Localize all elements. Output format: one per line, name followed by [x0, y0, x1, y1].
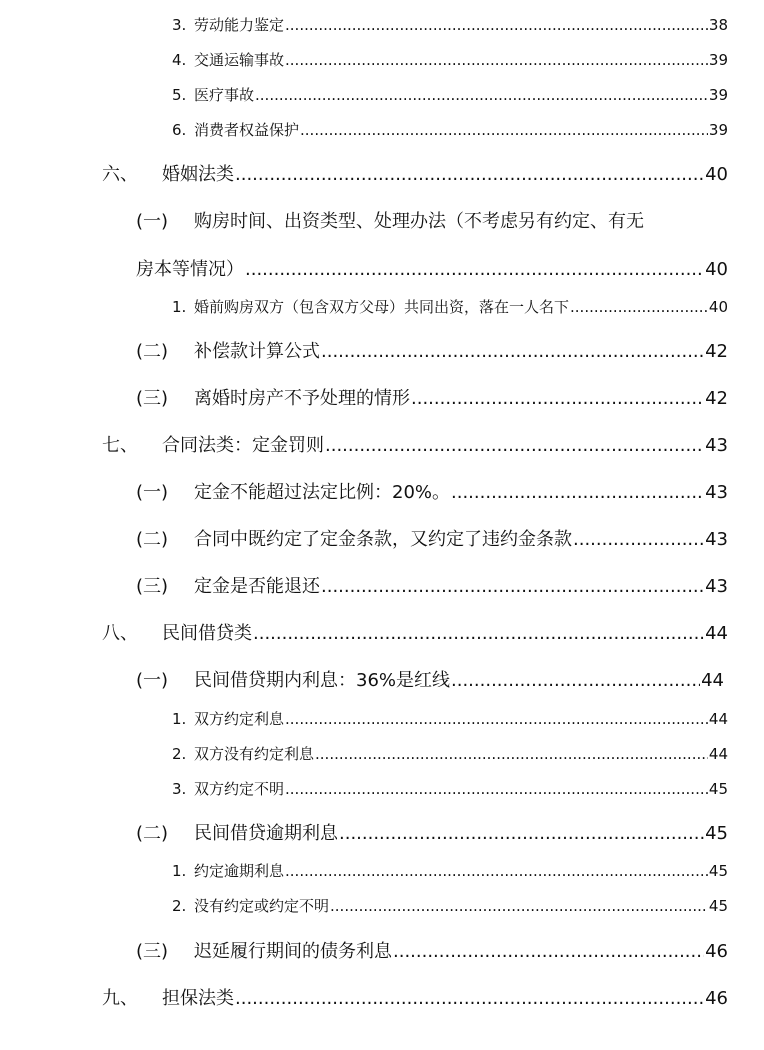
toc-entry[interactable]	[172, 296, 728, 317]
toc-title: 购房时间、出资类型、处理办法（不考虑另有约定、有无	[194, 211, 644, 232]
toc-entry[interactable]	[102, 984, 728, 1010]
toc-entry[interactable]	[172, 14, 728, 35]
toc-title: 定金不能超过法定比例：20%。	[194, 482, 451, 503]
toc-number: (一)	[136, 482, 169, 503]
toc-title: 民间借贷逾期利息	[194, 823, 338, 844]
toc-page-number: 39	[708, 121, 728, 139]
toc-title: 迟延履行期间的债务利息	[194, 941, 392, 962]
dot-leader	[451, 482, 704, 503]
toc-title: 双方约定不明	[194, 780, 285, 798]
toc-number: 2.	[172, 897, 187, 915]
dot-leader	[570, 298, 708, 316]
toc-entry[interactable]	[136, 384, 728, 410]
toc-title: 定金是否能退还	[194, 576, 320, 597]
toc-title: 房本等情况）	[136, 259, 244, 280]
toc-entry[interactable]	[172, 119, 728, 140]
dot-leader	[285, 16, 708, 34]
toc-page-number: 39	[708, 51, 728, 69]
toc-entry[interactable]	[136, 572, 728, 598]
toc-entry[interactable]	[172, 743, 728, 764]
dot-leader	[300, 121, 708, 139]
dot-leader	[315, 745, 708, 763]
toc-title: 交通运输事故	[194, 51, 285, 69]
toc-entry[interactable]	[102, 431, 728, 457]
toc-number: (三)	[136, 576, 169, 597]
toc-number: 3.	[172, 780, 187, 798]
toc-entry[interactable]	[172, 895, 728, 916]
toc-page-number: 39	[708, 86, 728, 104]
toc-page-number: 45	[708, 780, 728, 798]
toc-number: (二)	[136, 529, 169, 550]
toc-page-number: 44	[708, 710, 728, 728]
toc-entry[interactable]	[136, 937, 728, 963]
dot-leader	[245, 259, 704, 280]
toc-entry-continuation[interactable]	[136, 255, 728, 281]
dot-leader	[451, 670, 700, 691]
toc-number: (二)	[136, 341, 169, 362]
dot-leader	[411, 388, 704, 409]
dot-leader	[330, 897, 708, 915]
toc-number: 九、	[102, 988, 138, 1009]
dot-leader	[321, 341, 704, 362]
toc-title: 离婚时房产不予处理的情形	[194, 388, 410, 409]
toc-number: (一)	[136, 670, 169, 691]
toc-number: 1.	[172, 710, 187, 728]
toc-entry[interactable]	[102, 160, 728, 186]
dot-leader	[285, 710, 708, 728]
toc-number: 七、	[102, 435, 138, 456]
dot-leader	[285, 51, 708, 69]
toc-title: 医疗事故	[194, 86, 255, 104]
toc-entry[interactable]	[136, 478, 728, 504]
toc-page-number: 45	[708, 862, 728, 880]
toc-page-number: 40	[708, 298, 728, 316]
toc-entry[interactable]	[172, 778, 728, 799]
toc-entry[interactable]	[136, 207, 728, 233]
toc-title: 合同法类：定金罚则	[162, 435, 324, 456]
toc-entry[interactable]	[172, 860, 728, 881]
dot-leader	[393, 941, 704, 962]
dot-leader	[235, 164, 704, 185]
toc-title: 没有约定或约定不明	[194, 897, 330, 915]
toc-page-number: 40	[705, 164, 728, 185]
dot-leader	[285, 862, 708, 880]
toc-page-number: 44	[705, 623, 728, 644]
toc-number: 5.	[172, 86, 187, 104]
toc-page-number: 46	[705, 988, 728, 1009]
toc-title: 双方没有约定利息	[194, 745, 315, 763]
toc-number: (二)	[136, 823, 169, 844]
toc-page-number: 45	[705, 823, 728, 844]
toc-page-number: 43	[705, 576, 728, 597]
dot-leader	[235, 988, 704, 1009]
toc-entry[interactable]	[136, 666, 724, 692]
toc-page-number: 43	[705, 529, 728, 550]
dot-leader	[573, 529, 704, 550]
toc-page-number: 38	[708, 16, 728, 34]
toc-page-number: 43	[705, 482, 728, 503]
toc-number: 六、	[102, 164, 138, 185]
toc-number: (三)	[136, 941, 169, 962]
toc-title: 约定逾期利息	[194, 862, 285, 880]
toc-title: 劳动能力鉴定	[194, 16, 285, 34]
toc-page-number: 42	[705, 341, 728, 362]
toc-page-number: 44	[701, 670, 724, 691]
toc-number: 1.	[172, 862, 187, 880]
toc-page-number: 43	[705, 435, 728, 456]
toc-page-number: 42	[705, 388, 728, 409]
toc-title: 合同中既约定了定金条款，又约定了违约金条款	[194, 529, 572, 550]
toc-number: 6.	[172, 121, 187, 139]
toc-number: 4.	[172, 51, 187, 69]
toc-number: (一)	[136, 211, 169, 232]
toc-page-number: 46	[705, 941, 728, 962]
dot-leader	[255, 86, 708, 104]
toc-title: 婚姻法类	[162, 164, 234, 185]
dot-leader	[339, 823, 704, 844]
toc-entry[interactable]	[136, 337, 728, 363]
dot-leader	[285, 780, 708, 798]
toc-entry[interactable]	[136, 525, 728, 551]
toc-page-number: 40	[705, 259, 728, 280]
toc-entry[interactable]	[136, 819, 728, 845]
dot-leader	[253, 623, 704, 644]
toc-number: 八、	[102, 623, 138, 644]
dot-leader	[321, 576, 704, 597]
toc-number: (三)	[136, 388, 169, 409]
toc-title: 补偿款计算公式	[194, 341, 320, 362]
toc-title: 婚前购房双方（包含双方父母）共同出资，落在一人名下	[194, 298, 570, 316]
toc-number: 1.	[172, 298, 187, 316]
toc-title: 民间借贷类	[162, 623, 252, 644]
toc-number: 3.	[172, 16, 187, 34]
toc-title: 担保法类	[162, 988, 234, 1009]
toc-title: 民间借贷期内利息：36%是红线	[194, 670, 451, 691]
toc-entry[interactable]	[172, 84, 728, 105]
toc-entry[interactable]	[172, 708, 728, 729]
toc-title: 消费者权益保护	[194, 121, 300, 139]
toc-title: 双方约定利息	[194, 710, 285, 728]
toc-number: 2.	[172, 745, 187, 763]
dot-leader	[325, 435, 704, 456]
toc-page-number: 45	[708, 897, 728, 915]
toc-entry[interactable]	[172, 49, 728, 70]
toc-page-number: 44	[708, 745, 728, 763]
toc-entry[interactable]	[102, 619, 728, 645]
